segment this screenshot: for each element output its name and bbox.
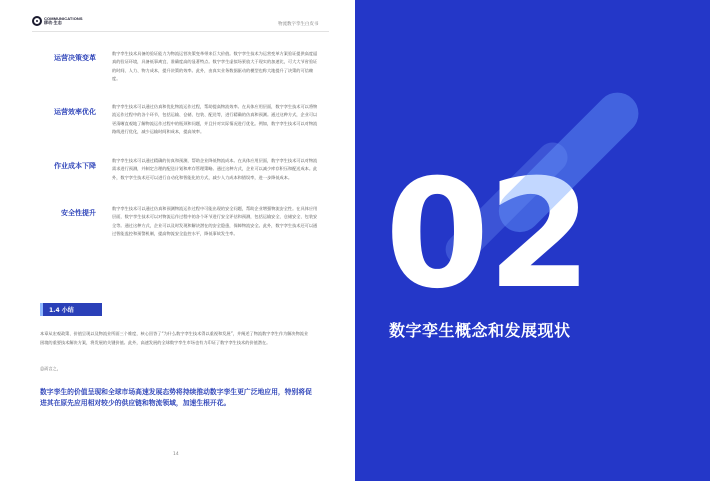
- page-number: 14: [173, 452, 179, 457]
- logo: [32, 16, 83, 26]
- section-body: 数字孪生技术具备的验证能力为物流运营决策变革带来巨大价值。数字孪生技术为运营变革方案验证提供高度逼真的验证环境，具备低事离宜、准确度高的显著特点。数字孪生虚拟场景放大于现实的加速比，可大大节省验证的时间、人力、物力成本，提升决策的效率。此外，由真实业务数据驱动的模型也称大地提升了决策的可信赖度。: [112, 51, 318, 81]
- summary-paragraph: 本章从宏观政策、价值呈现以及物流业所面三个维度，核心回答了“为什么数字孪生技术得以重视和发展”，并阐述了物流数字孪生作为解决物流业困境的重要技术解决方案，将发展的关键价值。此外，高速发展的全球数字孪生市场也有力印证了数字孪生技术的价值潜在。: [40, 331, 309, 345]
- section-title: 运营效率优化: [54, 108, 96, 116]
- subsection-tag: [40, 303, 102, 316]
- section-body: 数字孪生技术可以通过精确的仿真和预测，帮助企业降低物流成本。在具体应用层面，数字孪生技术可以对物流需求进行预测，并制定合理的配送计划和库存管理策略。通过这种方式，企业可以减少库存积压和配送成本。此外，数字孪生技术还可以进行自动化和智能化的方式，减少人力成本和错误率，进一步降低成本。: [112, 158, 318, 180]
- conclusion-lead: 总而言之，: [40, 366, 61, 371]
- logo-text: [44, 17, 83, 26]
- logo-icon: [32, 16, 42, 26]
- section-title: 运营决策变革: [54, 54, 96, 62]
- chapter-number: 02: [385, 148, 590, 322]
- running-head: 物流数字孪生白皮书: [278, 22, 319, 27]
- chapter-title: 数字孪生概念和发展现状: [389, 321, 571, 340]
- section-body: 数字孪生技术可以通过仿真和优化物流运作过程，帮助提高物流效率。在具体应用层面，数字孪生技术可以将物流运作过程中的各个环节，包括运输、仓储、包装、配送等，进行精确的仿真和预测。通过这种方式，企业可以更清晰直观地了解物流运作过程中的瓶颈和问题，并且针对实际情况进行优化。例如，数字孪生技术可以对物流路线进行优化，减少运输时间和成本，提高效率。: [112, 104, 318, 134]
- header-divider: [32, 31, 329, 32]
- section-title: 安全性提升: [61, 209, 96, 217]
- logo-text-line2: 移动·生态: [44, 20, 62, 25]
- section-title: 作业成本下降: [54, 162, 96, 170]
- logo-text-line1: COMMUNICATIONS: [44, 15, 83, 21]
- subsection-tag-label: 1.4 小结: [49, 307, 74, 314]
- chapter-cover: [355, 0, 710, 481]
- section-body: 数字孪生技术可以通过仿真和预测物流运作过程中可能出现的安全问题，帮助企业增强物流安全性。在具体应用层面，数字孪生技术可以对物流运作过程中的各个环节进行安全评估和预测，包括运输安全、仓储安全、包装安全等。通过这种方式，企业可以及时发现和解决潜在的安全隐患，保障物流安全。此外，数字孪生技术还可以通过智能监控和预警机制，提高物流安全监控水平，降低事故发生率。: [112, 206, 318, 236]
- highlight-statement: 数字孪生的价值呈现和全球市场高速发展态势将持续推动数字孪生更广泛地应用，特别将促进其在原先应用相对较少的供应链和物流领域，加速生根开花。: [40, 388, 312, 407]
